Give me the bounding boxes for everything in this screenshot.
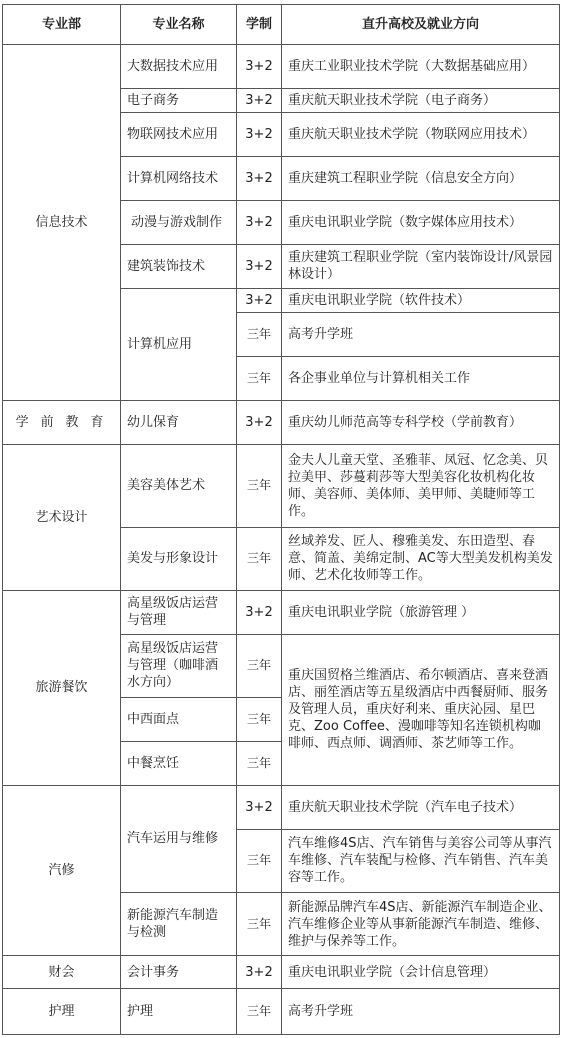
department-cell: 信息技术 (3, 45, 121, 401)
system-cell: 三年 (237, 313, 282, 357)
system-cell: 三年 (237, 634, 282, 697)
system-cell: 三年 (237, 988, 282, 1034)
direction-cell: 丝域养发、匠人、穆雅美发、东田造型、春意、简盖、美绵定制、AC等大型美发机构美发师、艺术化妆师等工作。 (282, 527, 560, 590)
direction-cell: 新能源品牌汽车4S店、新能源汽车制造企业、汽车维修企业等从事新能源汽车制造、维修、维护与保养等工作。 (282, 892, 560, 955)
direction-cell: 重庆航天职业技术学院（电子商务） (282, 88, 560, 112)
system-cell: 3+2 (237, 288, 282, 312)
system-cell: 三年 (237, 527, 282, 590)
department-cell: 艺术设计 (3, 444, 121, 590)
system-cell: 3+2 (237, 201, 282, 245)
system-cell: 3+2 (237, 244, 282, 288)
direction-cell: 重庆建筑工程职业学院（室内装饰设计/风景园林设计） (282, 244, 560, 288)
table-row (3, 785, 560, 829)
direction-cell: 重庆幼儿师范高等专科学校（学前教育） (282, 401, 560, 445)
major-cell: 计算机网络技术 (121, 157, 237, 201)
department-cell: 学 前 教 育 (3, 401, 121, 445)
system-cell: 三年 (237, 357, 282, 401)
major-cell: 会计事务 (121, 956, 237, 989)
system-cell: 3+2 (237, 785, 282, 829)
direction-cell: 金夫人儿童天堂、圣雅菲、凤冠、忆念美、贝拉美甲、莎蔓莉莎等大型美容化妆机构化妆师、美容师、美体师、美甲师、美睫师等工作。 (282, 444, 560, 527)
table-row (3, 45, 560, 89)
header-department: 专业部 (3, 5, 121, 45)
header-system: 学制 (237, 5, 282, 45)
system-cell: 三年 (237, 892, 282, 955)
direction-cell: 重庆电讯职业学院（旅游管理 ） (282, 590, 560, 634)
major-cell: 汽车运用与维修 (121, 785, 237, 892)
major-cell: 动漫与游戏制作 (121, 201, 237, 245)
header-direction: 直升高校及就业方向 (282, 5, 560, 45)
major-cell: 幼儿保育 (121, 401, 237, 445)
major-cell: 护理 (121, 988, 237, 1034)
major-cell: 高星级饭店运营与管理 (121, 590, 237, 634)
direction-cell: 重庆电讯职业学院（软件技术） (282, 288, 560, 312)
department-cell: 护理 (3, 988, 121, 1034)
direction-cell: 各企事业单位与计算机相关工作 (282, 357, 560, 401)
direction-cell: 重庆国贸格兰维酒店、希尔顿酒店、喜来登酒店、丽笙酒店等五星级酒店中西餐厨师、服务及管理人员，重庆好利来、重庆沁园、星巴克、Zoo Coffee、漫咖啡等知名连锁机构咖啡师、西点师、调酒师、茶艺师等工作。 (282, 634, 560, 785)
system-cell: 3+2 (237, 88, 282, 112)
system-cell: 3+2 (237, 113, 282, 157)
table-row (3, 988, 560, 1034)
system-cell: 3+2 (237, 157, 282, 201)
major-cell: 高星级饭店运营与管理（咖啡酒水方向） (121, 634, 237, 697)
system-cell: 3+2 (237, 401, 282, 445)
direction-cell: 重庆航天职业技术学院（汽车电子技术） (282, 785, 560, 829)
system-cell: 3+2 (237, 956, 282, 989)
major-cell: 新能源汽车制造与检测 (121, 892, 237, 955)
direction-cell: 高考升学班 (282, 313, 560, 357)
major-cell: 大数据技术应用 (121, 45, 237, 89)
major-cell: 中西面点 (121, 698, 237, 742)
major-cell: 电子商务 (121, 88, 237, 112)
system-cell: 3+2 (237, 590, 282, 634)
system-cell: 三年 (237, 698, 282, 742)
direction-cell: 汽车维修4S店、汽车销售与美容公司等从事汽车维修、汽车装配与检修、汽车销售、汽车美容等工作。 (282, 829, 560, 892)
direction-cell: 重庆工业职业技术学院（大数据基础应用） (282, 45, 560, 89)
major-cell: 美容美体艺术 (121, 444, 237, 527)
table-row (3, 401, 560, 445)
direction-cell: 重庆电讯职业学院（会计信息管理） (282, 956, 560, 989)
department-cell: 汽修 (3, 785, 121, 955)
header-major: 专业名称 (121, 5, 237, 45)
major-cell: 美发与形象设计 (121, 527, 237, 590)
system-cell: 3+2 (237, 45, 282, 89)
major-cell: 物联网技术应用 (121, 113, 237, 157)
direction-cell: 重庆电讯职业学院（数字媒体应用技术） (282, 201, 560, 245)
direction-cell: 高考升学班 (282, 988, 560, 1034)
major-cell: 计算机应用 (121, 288, 237, 400)
system-cell: 三年 (237, 741, 282, 785)
department-cell: 财会 (3, 956, 121, 989)
table-header-row (3, 5, 560, 45)
majors-table (2, 4, 560, 1035)
table-row (3, 956, 560, 989)
table-row (3, 444, 560, 527)
major-cell: 中餐烹饪 (121, 741, 237, 785)
department-cell: 旅游餐饮 (3, 590, 121, 785)
direction-cell: 重庆航天职业技术学院（物联网应用技术） (282, 113, 560, 157)
system-cell: 三年 (237, 444, 282, 527)
major-cell: 建筑装饰技术 (121, 244, 237, 288)
direction-cell: 重庆建筑工程职业学院（信息安全方向） (282, 157, 560, 201)
system-cell: 三年 (237, 829, 282, 892)
table-row (3, 590, 560, 634)
